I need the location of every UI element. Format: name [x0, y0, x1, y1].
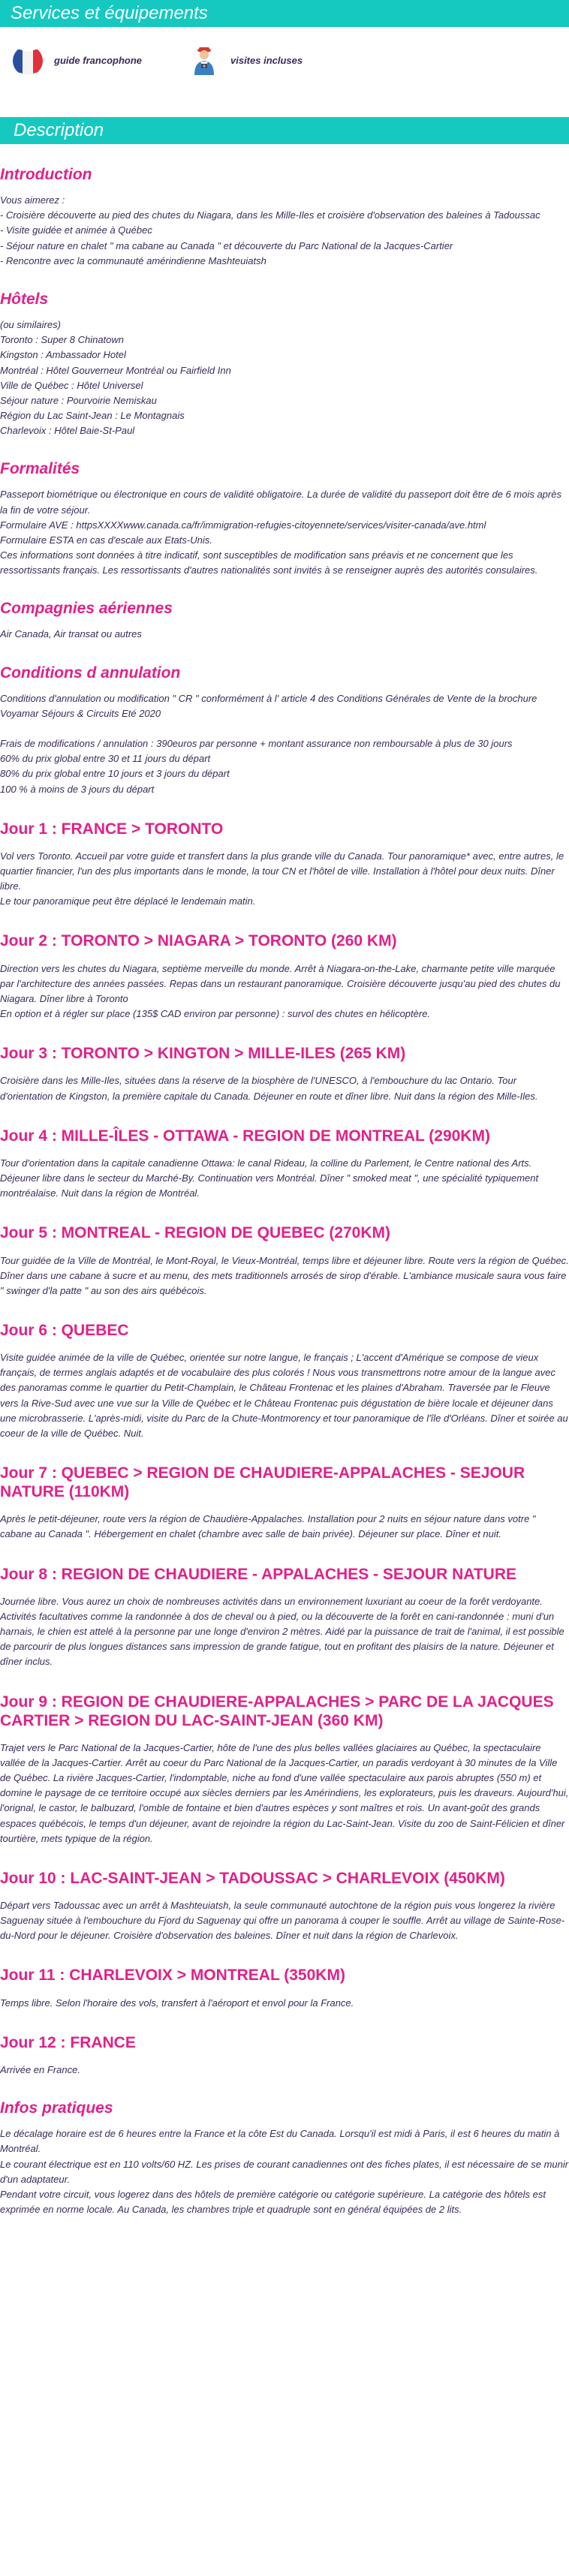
day-1 — [0, 820, 569, 910]
day-body: Temps libre. Selon l'horaire des vols, transfert à l'aéroport et envol pour la France. — [0, 1997, 354, 2009]
day-12 — [0, 2033, 569, 2078]
section-title: Conditions d annulation — [0, 664, 181, 682]
day-6 — [0, 1321, 569, 1441]
day-11 — [0, 1966, 569, 2010]
section-body: Le décalage horaire est de 6 heures entre la France et la côte Est du Canada. Lorsqu'il est midi à Paris, il est 6 heures du matin à Montréal. Le courant électrique est en 110 volts/60 HZ. Les prises de courant canadiennes ont des fiches plates, il est nécessaire de se munir d'un adaptateur. Pendant votre circuit, vous logerez dans des hôtels de première catégorie ou catégorie supérieure. La catégorie des hôtels est exprimée en norme locale. Au Canada, les chambres triple et quadruple sont en général équipées de 2 lits. — [0, 2128, 569, 2216]
day-body: Arrivée en France. — [0, 2063, 80, 2075]
day-title: Jour 2 : TORONTO > NIAGARA > TORONTO (260 KM) — [0, 932, 397, 950]
day-title: Jour 5 : MONTREAL - REGION DE QUEBEC (270KM) — [0, 1224, 390, 1242]
tourist-visit-icon — [187, 44, 221, 78]
section-infos-pratiques — [0, 2099, 569, 2217]
day-body: Tour d'orientation dans la capitale canadienne Ottawa: le canal Rideau, la colline du Parlement, le Centre national des Arts. Déjeuner libre dans le secteur du Marché-By. Continuation vers Montréal. Dîner " smoked meat ", une spécialité typiquement montréalaise. Nuit dans la région de Montréal. — [0, 1157, 539, 1199]
section-title: Infos pratiques — [0, 2099, 113, 2117]
section-title: Hôtels — [0, 290, 49, 308]
section-title: Introduction — [0, 166, 92, 183]
day-8 — [0, 1565, 569, 1670]
service-label: visites incluses — [230, 54, 303, 66]
day-body: Après le petit-déjeuner, route vers la région de Chaudière-Appalaches. Installation pour 2 nuits en séjour nature dans votre " cabane au Canada ". Hébergement en chalet (chambre avec salle de bain privée). Déjeuner sur place. Dîner et nuit. — [0, 1513, 536, 1540]
day-9 — [0, 1693, 569, 1846]
day-4 — [0, 1127, 569, 1202]
description-content — [0, 165, 569, 2217]
day-body: Croisière dans les Mille-Iles, situées dans la réserve de la biosphère de l'UNESCO, à l'embouchure du lac Ontario. Tour d'orientation de Kingston, la première capitale du Canada. Déjeuner en route et dîner libre. Nuit dans la région des Mille-Iles. — [0, 1075, 538, 1102]
section-formalites — [0, 459, 569, 578]
day-title: Jour 1 : FRANCE > TORONTO — [0, 820, 224, 838]
section-body: Vous aimerez : - Croisière découverte au pied des chutes du Niagara, dans les Mille-Iles et croisière d'observation des baleines à Tadoussac - Visite guidée et animée à Québec - Séjour nature en chalet " ma cabane au Canada " et découverte du Parc National de la Jacques-Cartier - Rencontre avec la communauté amérindienne Mashteuiatsh — [0, 194, 540, 266]
section-cancellation — [0, 664, 569, 797]
day-title: Jour 7 : QUEBEC > REGION DE CHAUDIERE-APPALACHES - SEJOUR NATURE (110KM) — [0, 1464, 525, 1501]
section-hotels — [0, 290, 569, 438]
services-title: Services et équipements — [11, 3, 208, 23]
day-title: Jour 3 : TORONTO > KINGTON > MILLE-ILES (265 KM) — [0, 1045, 406, 1063]
day-title: Jour 12 : FRANCE — [0, 2033, 136, 2051]
day-body: Journée libre. Vous aurez un choix de nombreuses activités dans un environnement luxuriant au coeur de la forêt verdoyante. Activités facultatives comme la randonnée à dos de cheval ou à pied, ou la découverte de la forêt en cani-randonnée : muni d'un harnais, le chien est attelé à la personne par une longe d'environ 2 mètres. Aidé par la puissance de trait de l'animal, il est possible de parcourir de plus longues distances sans impression de grande fatigue, tout en profitant des plaisirs de la nature. Déjeuner et dîner inclus. — [0, 1595, 564, 1668]
day-title: Jour 6 : QUEBEC — [0, 1321, 129, 1339]
services-list — [0, 27, 569, 95]
services-banner — [0, 0, 569, 27]
day-7 — [0, 1464, 569, 1542]
section-body: (ou similaires) Toronto : Super 8 Chinatown Kingston : Ambassador Hotel Montréal : Hôtel Gouverneur Montréal ou Fairfield Inn Ville de Québec : Hôtel Universel Séjour nature : Pourvoirie Nemiskau Région du Lac Saint-Jean : Le Montagnais Charlevoix : Hôtel Baie-St-Paul — [0, 319, 231, 437]
service-label: guide francophone — [54, 54, 142, 66]
day-body: Direction vers les chutes du Niagara, septième merveille du monde. Arrêt à Niagara-on-the-Lake, charmante petite ville marquée par l'architecture des années passées. Repas dans un restaurant panoramique. Croisière découverte jusqu'au pied des chutes du Niagara. Dîner libre à Toronto En option et à régler sur place (135$ CAD environ par personne) : survol des chutes en hélicoptère. — [0, 962, 561, 1020]
section-title: Compagnies aériennes — [0, 600, 173, 618]
section-body: Passeport biométrique ou électronique en cours de validité obligatoire. La durée de validité du passeport doit être de 6 mois après la fin de votre séjour. Formulaire AVE : httpsXXXXwww.canada.ca/fr/immigration-refugies-citoyennete/services/visiter-canada/ave.html Formulaire ESTA en cas d'escale aux Etats-Unis. Ces informations sont données à titre indicatif, sont susceptibles de modification sans préavis et ne concernent que les ressortissants français. Les ressortissants d'autres nationalités sont invités à se renseigner auprès des autorités consulaires. — [0, 489, 561, 576]
french-flag-icon — [11, 44, 45, 78]
section-body: Air Canada, Air transat ou autres — [0, 628, 142, 640]
section-airlines — [0, 599, 569, 642]
day-body: Tour guidée de la Ville de Montréal, le Mont-Royal, le Vieux-Montréal, temps libre et déjeuner libre. Route vers la région de Québec. Dîner dans une cabane à sucre et au menu, des mets traditionnels arrosés de sirop d'érable. L'ambiance musicale saura vous faire " swinger d'la patte " au son des airs québécois. — [0, 1254, 569, 1296]
day-body: Départ vers Tadoussac avec un arrêt à Mashteuiatsh, la seule communauté autochtone de la région puis vous longerez la rivière Saguenay située à l'embouchure du Fjord du Saguenay qui offre un panorama à couper le souffle. Arrêt au village de Sainte-Rose-du-Nord pour le déjeuner. Croisière d'observation des baleines. Dîner et nuit dans la région de Charlevoix. — [0, 1900, 565, 1942]
day-title: Jour 10 : LAC-SAINT-JEAN > TADOUSSAC > CHARLEVOIX (450KM) — [0, 1869, 505, 1887]
day-5 — [0, 1223, 569, 1299]
section-body: Conditions d'annulation ou modification " CR " conformément à l' article 4 des Conditions Générales de Vente de la brochure Voyamar Séjours & Circuits Eté 2020 Frais de modifications / annulation : 390euros par personne + montant assurance non remboursable à plus de 30 jours 60% du prix global entre 30 et 11 jours du départ 80% du prix global entre 10 jours et 3 jours du départ 100 % à moins de 3 jours du départ — [0, 692, 537, 795]
day-body: Visite guidée animée de la ville de Québec, orientée sur notre langue, le français ; L'accent d'Amérique se compose de vieux français, de termes anglais adaptés et de vocabulaire des plus colorés ! Nous vous transmettrons notre amour de la langue avec des panoramas comme le quartier du Petit-Champlain, le Château Frontenac et les plaines d'Abraham. Traversée par le Fleuve vers la Rive-Sud avec une vue sur la Ville de Québec et le Château Frontenac puis dégustation de bière locale et déjeuner dans une microbrasserie. L'après-midi, visite du Parc de la Chute-Montmorency et tour panoramique de l'île d'Orléans. Dîner et soirée au coeur de la ville de Québec. Nuit. — [0, 1352, 568, 1439]
day-3 — [0, 1044, 569, 1103]
day-title: Jour 4 : MILLE-ÎLES - OTTAWA - REGION DE MONTREAL (290KM) — [0, 1127, 490, 1145]
section-introduction — [0, 165, 569, 269]
day-10 — [0, 1869, 569, 1944]
day-2 — [0, 931, 569, 1022]
day-title: Jour 8 : REGION DE CHAUDIERE - APPALACHES - SEJOUR NATURE — [0, 1565, 517, 1583]
service-item-guide — [11, 44, 142, 78]
day-title: Jour 9 : REGION DE CHAUDIERE-APPALACHES > PARC DE LA JACQUES CARTIER > REGION DU LAC-SAINT-JEAN (360 KM) — [0, 1693, 554, 1729]
service-item-visits — [187, 44, 303, 78]
description-banner — [0, 117, 569, 144]
day-title: Jour 11 : CHARLEVOIX > MONTREAL (350KM) — [0, 1967, 345, 1985]
day-body: Vol vers Toronto. Accueil par votre guide et transfert dans la plus grande ville du Canada. Tour panoramique* avec, entre autres, le quartier financier, l'un des plus importants dans le monde, la tour CN et l'hôtel de ville. Installation à l'hôtel pour deux nuits. Dîner libre. Le tour panoramique peut être déplacé le lendemain matin. — [0, 850, 564, 907]
day-body: Trajet vers le Parc National de la Jacques-Cartier, hôte de l'une des plus belles vallées glaciaires au Québec, la spectaculaire vallée de la Jacques-Cartier. Arrêt au coeur du Parc National de la Jacques-Cartier, un paradis verdoyant à 30 minutes de la Ville de Québec. La rivière Jacques-Cartier, l'indomptable, niche au fond d'une vallée spectaculaire aux parois abruptes (550 m) et domine le paysage de ce territoire occupé aux siècles derniers par les Amérindiens, les explorateurs, puis les draveurs. Aujourd'hui, l'orignal, le castor, le balbuzard, l'omble de fontaine et bien d'autres espèces y sont maîtres et rois. Un avant-goût des grands espaces québécois, le temps d'un déjeuner, avant de rejoindre la région du Lac-Saint-Jean. Visite du zoo de Saint-Félicien et dîner tourtière, mets typique de la région. — [0, 1741, 569, 1844]
description-title: Description — [14, 120, 104, 140]
section-title: Formalités — [0, 460, 80, 478]
